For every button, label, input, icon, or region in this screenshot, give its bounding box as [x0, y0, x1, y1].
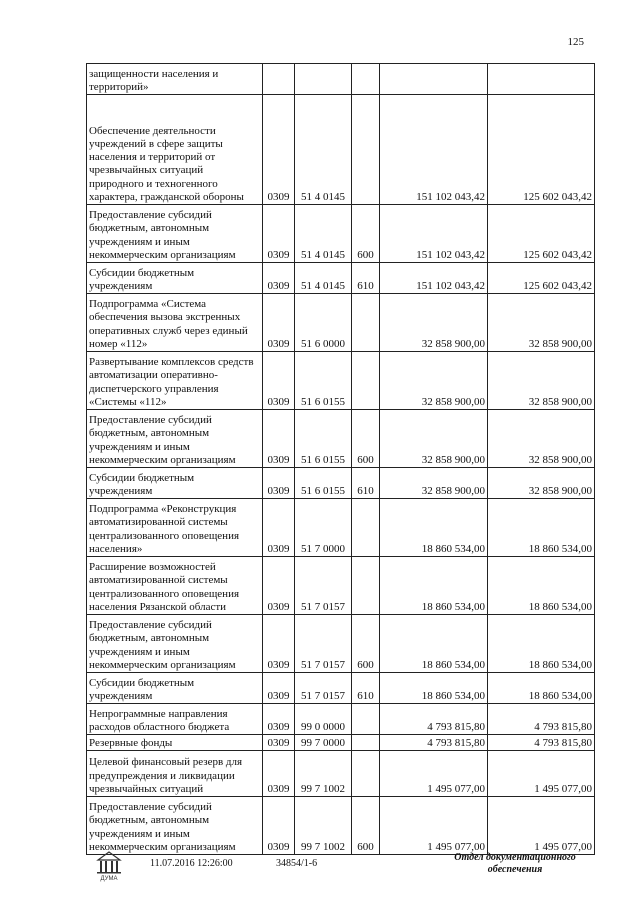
amount-year-2: 1 495 077,00 [488, 751, 595, 797]
expense-type-code: 610 [352, 263, 380, 294]
expense-type-code: 600 [352, 615, 380, 673]
table-row [87, 704, 595, 735]
table-row [87, 557, 595, 615]
section-code: 0309 [263, 615, 295, 673]
table-row [87, 352, 595, 410]
target-article-code: 51 6 0155 [295, 410, 352, 468]
amount-year-1: 32 858 900,00 [380, 468, 488, 499]
amount-year-2: 32 858 900,00 [488, 468, 595, 499]
item-name: Предоставление субсидий бюджетным, автономным учреждениям и иным некоммерческим организациям [87, 410, 263, 468]
item-name: Резервные фонды [87, 735, 263, 751]
page-number: 125 [567, 36, 584, 48]
table-row [87, 64, 595, 95]
section-code: 0309 [263, 673, 295, 704]
amount-year-1: 18 860 534,00 [380, 557, 488, 615]
section-code: 0309 [263, 294, 295, 352]
target-article-code: 51 6 0155 [295, 468, 352, 499]
expense-type-code: 610 [352, 673, 380, 704]
amount-year-2: 32 858 900,00 [488, 410, 595, 468]
target-article-code: 51 4 0145 [295, 205, 352, 263]
expense-type-code [352, 352, 380, 410]
item-name: Предоставление субсидий бюджетным, автономным учреждениям и иным некоммерческим организациям [87, 615, 263, 673]
footer-department: Отдел документационного обеспечения [454, 852, 576, 875]
target-article-code: 51 7 0157 [295, 615, 352, 673]
target-article-code: 51 4 0145 [295, 95, 352, 205]
amount-year-1: 1 495 077,00 [380, 797, 488, 855]
section-code: 0309 [263, 352, 295, 410]
section-code: 0309 [263, 410, 295, 468]
amount-year-2: 18 860 534,00 [488, 499, 595, 557]
amount-year-1: 32 858 900,00 [380, 410, 488, 468]
amount-year-2: 32 858 900,00 [488, 352, 595, 410]
amount-year-1: 1 495 077,00 [380, 751, 488, 797]
item-name: Субсидии бюджетным учреждениям [87, 263, 263, 294]
section-code: 0309 [263, 499, 295, 557]
amount-year-1: 151 102 043,42 [380, 263, 488, 294]
item-name: Целевой финансовый резерв для предупреждения и ликвидации чрезвычайных ситуаций [87, 751, 263, 797]
target-article-code: 51 6 0000 [295, 294, 352, 352]
expense-type-code: 600 [352, 205, 380, 263]
table-row [87, 294, 595, 352]
amount-year-2: 125 602 043,42 [488, 205, 595, 263]
amount-year-1: 4 793 815,80 [380, 704, 488, 735]
section-code: 0309 [263, 704, 295, 735]
item-name: защищенности населения и территорий» [87, 64, 263, 95]
item-name: Подпрограмма «Реконструкция автоматизированной системы централизованного оповещения населения» [87, 499, 263, 557]
item-name: Развертывание комплексов средств автоматизации оперативно-диспетчерского управления «Системы «112» [87, 352, 263, 410]
logo-text: ДУМА [100, 876, 118, 882]
item-name: Предоставление субсидий бюджетным, автономным учреждениям и иным некоммерческим организациям [87, 205, 263, 263]
page-footer [0, 848, 640, 898]
amount-year-2: 32 858 900,00 [488, 294, 595, 352]
expense-type-code: 610 [352, 468, 380, 499]
amount-year-1: 151 102 043,42 [380, 205, 488, 263]
target-article-code: 51 7 0000 [295, 499, 352, 557]
section-code: 0309 [263, 557, 295, 615]
amount-year-2: 18 860 534,00 [488, 673, 595, 704]
expense-type-code: 600 [352, 797, 380, 855]
target-article-code: 51 6 0155 [295, 352, 352, 410]
table-row [87, 95, 595, 205]
footer-datetime: 11.07.2016 12:26:00 [150, 858, 233, 869]
amount-year-2: 1 495 077,00 [488, 797, 595, 855]
section-code [263, 64, 295, 95]
amount-year-2: 4 793 815,80 [488, 735, 595, 751]
section-code: 0309 [263, 468, 295, 499]
amount-year-1: 18 860 534,00 [380, 673, 488, 704]
budget-table [86, 63, 595, 855]
item-name: Субсидии бюджетным учреждениям [87, 673, 263, 704]
section-code: 0309 [263, 797, 295, 855]
amount-year-2: 125 602 043,42 [488, 95, 595, 205]
amount-year-1: 32 858 900,00 [380, 294, 488, 352]
item-name: Расширение возможностей автоматизированной системы централизованного оповещения населения Рязанской области [87, 557, 263, 615]
table-row [87, 751, 595, 797]
amount-year-1: 32 858 900,00 [380, 352, 488, 410]
table-row [87, 673, 595, 704]
section-code: 0309 [263, 205, 295, 263]
table-row [87, 468, 595, 499]
footer-doc-number: 34854/1-6 [276, 858, 318, 869]
item-name: Субсидии бюджетным учреждениям [87, 468, 263, 499]
amount-year-1: 4 793 815,80 [380, 735, 488, 751]
expense-type-code: 600 [352, 410, 380, 468]
item-name: Непрограммные направления расходов областного бюджета [87, 704, 263, 735]
table-row [87, 615, 595, 673]
table-row [87, 410, 595, 468]
amount-year-1 [380, 64, 488, 95]
table-row [87, 205, 595, 263]
duma-emblem-icon [94, 850, 124, 882]
target-article-code: 99 7 1002 [295, 797, 352, 855]
item-name: Подпрограмма «Система обеспечения вызова экстренных оперативных служб через единый номер «112» [87, 294, 263, 352]
amount-year-1: 151 102 043,42 [380, 95, 488, 205]
section-code: 0309 [263, 751, 295, 797]
table-row [87, 263, 595, 294]
budget-table-body [87, 64, 595, 855]
amount-year-2 [488, 64, 595, 95]
target-article-code: 51 7 0157 [295, 557, 352, 615]
expense-type-code [352, 751, 380, 797]
target-article-code: 51 4 0145 [295, 263, 352, 294]
item-name: Предоставление субсидий бюджетным, автономным учреждениям и иным некоммерческим организациям [87, 797, 263, 855]
expense-type-code [352, 704, 380, 735]
item-name: Обеспечение деятельности учреждений в сфере защиты населения и территорий от чрезвычайных ситуаций природного и техногенного характера, гражданской обороны [87, 95, 263, 205]
amount-year-2: 125 602 043,42 [488, 263, 595, 294]
amount-year-1: 18 860 534,00 [380, 615, 488, 673]
expense-type-code [352, 557, 380, 615]
expense-type-code [352, 499, 380, 557]
target-article-code [295, 64, 352, 95]
target-article-code: 99 0 0000 [295, 704, 352, 735]
amount-year-2: 18 860 534,00 [488, 615, 595, 673]
amount-year-2: 4 793 815,80 [488, 704, 595, 735]
expense-type-code [352, 294, 380, 352]
section-code: 0309 [263, 263, 295, 294]
target-article-code: 99 7 1002 [295, 751, 352, 797]
expense-type-code [352, 95, 380, 205]
target-article-code: 99 7 0000 [295, 735, 352, 751]
table-row [87, 499, 595, 557]
expense-type-code [352, 64, 380, 95]
table-row [87, 735, 595, 751]
amount-year-1: 18 860 534,00 [380, 499, 488, 557]
section-code: 0309 [263, 95, 295, 205]
table-row [87, 797, 595, 855]
target-article-code: 51 7 0157 [295, 673, 352, 704]
amount-year-2: 18 860 534,00 [488, 557, 595, 615]
expense-type-code [352, 735, 380, 751]
section-code: 0309 [263, 735, 295, 751]
